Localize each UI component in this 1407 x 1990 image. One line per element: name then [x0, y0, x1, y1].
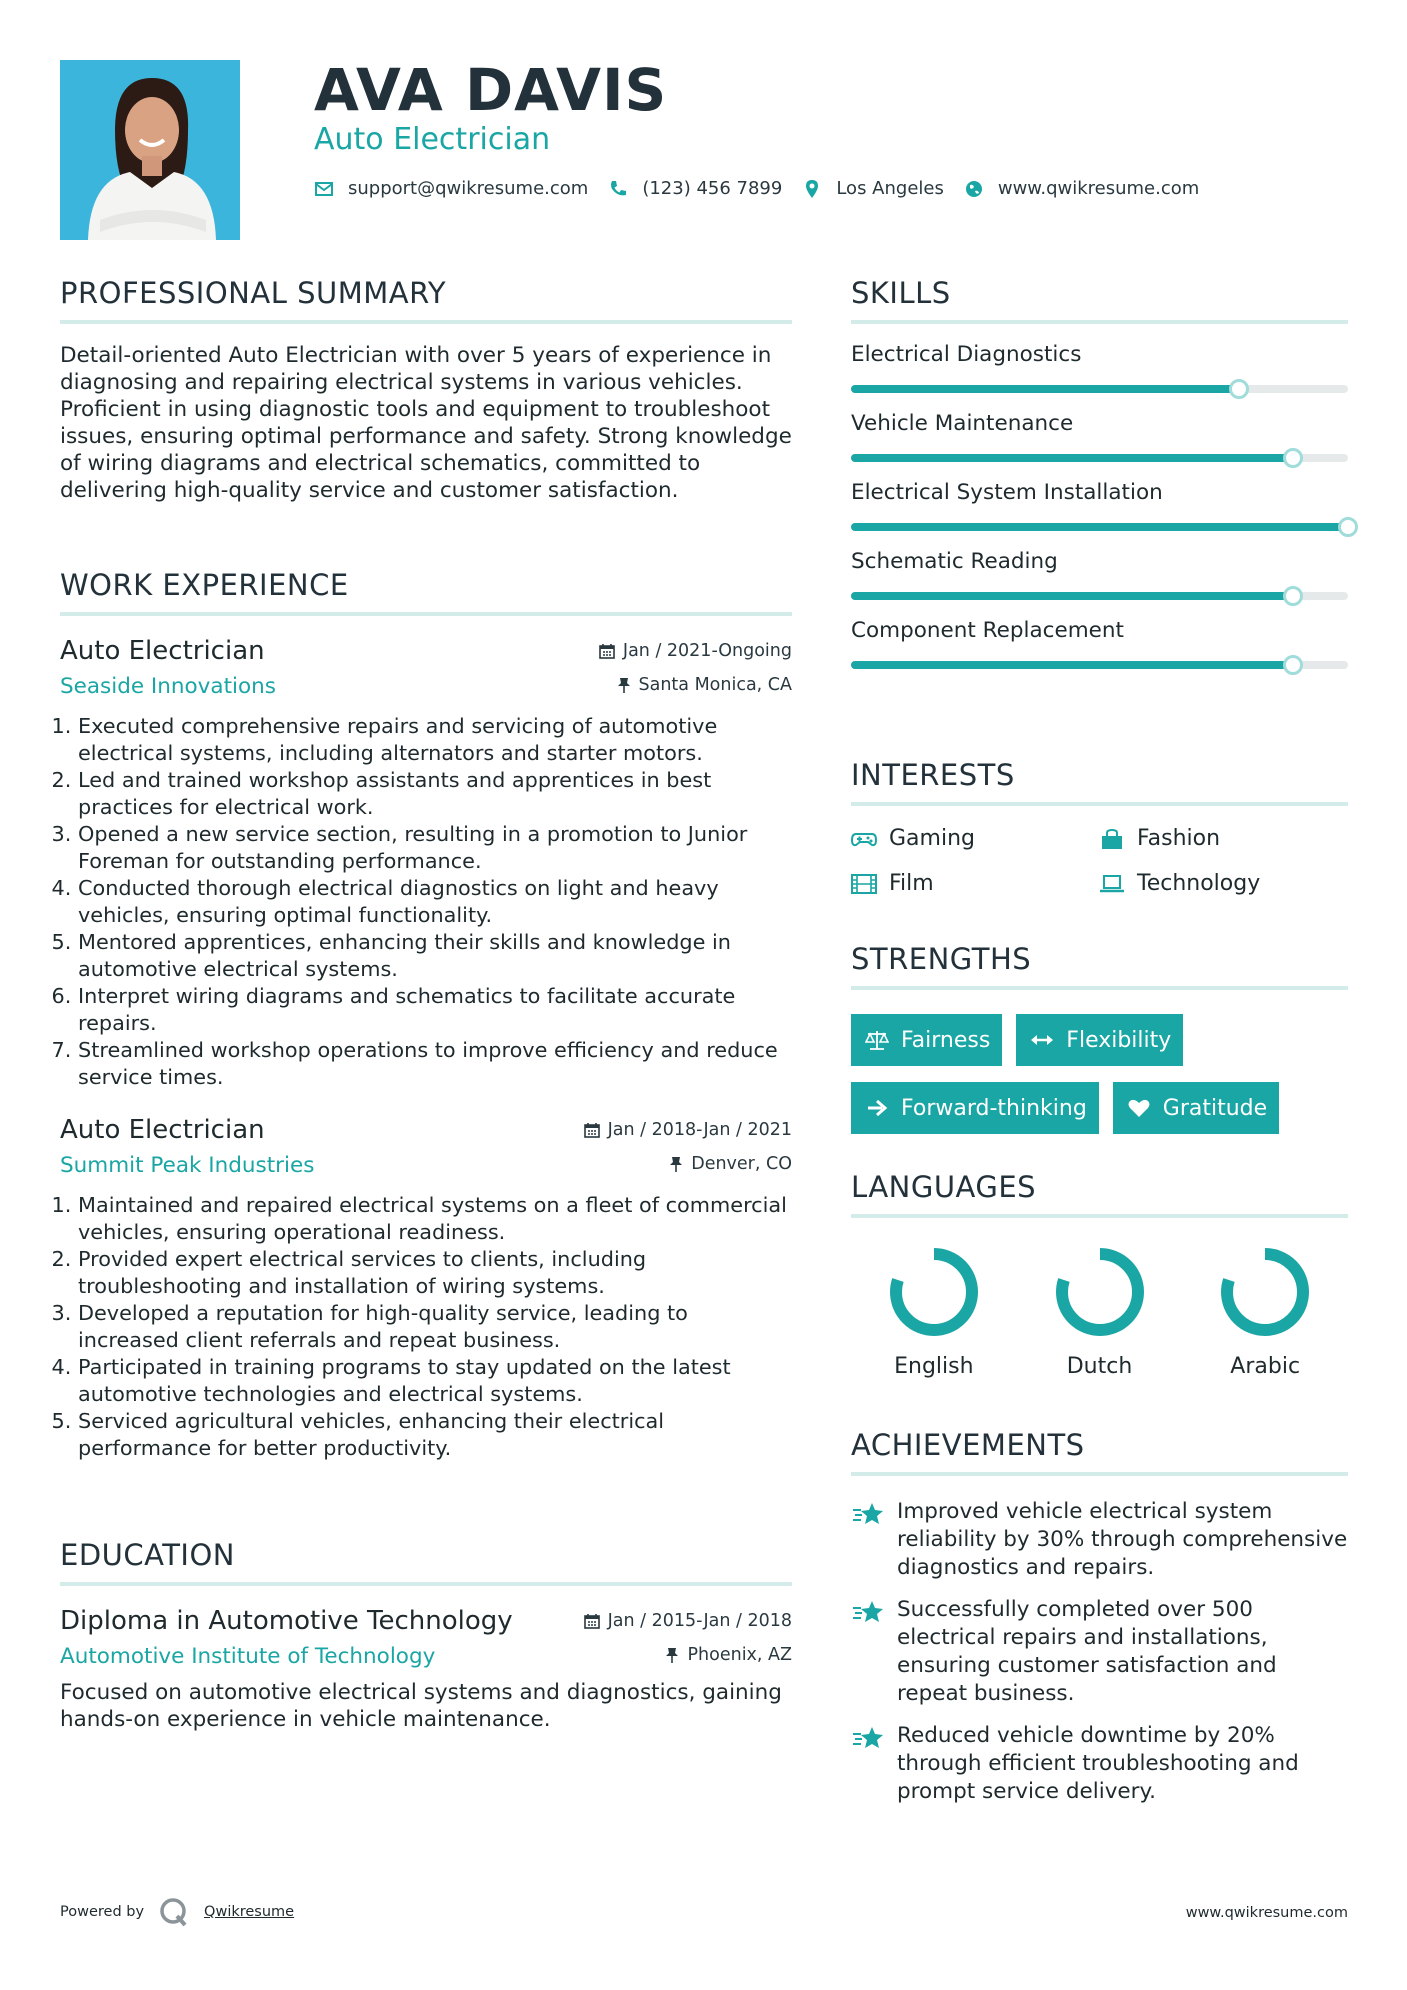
candidate-name: AVA DAVIS [314, 56, 668, 124]
job-entry [60, 636, 792, 1091]
achievement-item [851, 1498, 1348, 1582]
interest-label: Gaming [889, 826, 975, 851]
list-item: 7. Streamlined workshop operations to improve efficiency and reduce service times. [78, 1037, 792, 1091]
interest-label: Film [889, 871, 934, 896]
strength-label: Fairness [901, 1027, 991, 1053]
interests-section [851, 758, 1348, 896]
skill-bar-fill [851, 661, 1293, 669]
calendar-icon [599, 643, 615, 659]
footer-website[interactable]: www.qwikresume.com [1185, 1905, 1348, 1921]
company-name: Seaside Innovations [60, 674, 276, 699]
interest-film [851, 871, 1099, 896]
profile-photo [60, 60, 240, 240]
gamepad-icon [851, 829, 877, 849]
map-marker-icon [802, 179, 822, 199]
arrow-right-icon [865, 1097, 889, 1119]
section-divider [851, 986, 1348, 990]
list-item: 3. Opened a new service section, resulting in a promotion to Junior Foreman for outstanding performance. [78, 821, 792, 875]
list-item: 2. Provided expert electrical services to clients, including troubleshooting and installation of wiring systems. [78, 1246, 792, 1300]
section-divider [60, 320, 792, 324]
interest-technology [1099, 871, 1347, 896]
calendar-icon [584, 1613, 600, 1629]
contact-bar [314, 178, 1219, 199]
language-name: English [894, 1354, 974, 1379]
language-name: Dutch [1066, 1354, 1133, 1379]
strength-badge [1016, 1014, 1183, 1066]
skill-bar-knob [1283, 448, 1303, 468]
education-entry [60, 1606, 792, 1733]
skill-bar-fill [851, 592, 1293, 600]
achievement-text: Improved vehicle electrical system reliability by 30% through comprehensive diagnostics and repairs. [897, 1499, 1348, 1580]
list-item: 5. Serviced agricultural vehicles, enhancing their electrical performance for better productivity. [78, 1408, 792, 1462]
interest-fashion [1099, 826, 1347, 851]
language-ring [1215, 1242, 1315, 1342]
strength-badge [1113, 1082, 1279, 1134]
skill-bar [851, 661, 1348, 669]
interest-gaming [851, 826, 1099, 851]
skill-bar-knob [1283, 655, 1303, 675]
list-item: 2. Led and trained workshop assistants and apprentices in best practices for electrical work. [78, 767, 792, 821]
skill-bar [851, 385, 1348, 393]
duty-list [60, 713, 792, 1091]
globe-icon [964, 179, 984, 199]
strengths-section [851, 942, 1348, 1134]
achievements-heading: ACHIEVEMENTS [851, 1428, 1085, 1462]
section-divider [60, 612, 792, 616]
skill-name: Schematic Reading [851, 549, 1058, 574]
footer-powered-by [60, 1896, 294, 1928]
language-ring [884, 1242, 984, 1342]
language-ring [1050, 1242, 1150, 1342]
education-location-text: Phoenix, AZ [687, 1645, 792, 1665]
skill-bar-knob [1338, 517, 1358, 537]
job-date [584, 1120, 792, 1140]
calendar-icon [584, 1122, 600, 1138]
experience-section [60, 568, 792, 1462]
skill-bar-knob [1229, 379, 1249, 399]
section-divider [851, 1472, 1348, 1476]
section-divider [851, 802, 1348, 806]
job-title: Auto Electrician [60, 636, 265, 666]
job-date-text: Jan / 2018-Jan / 2021 [607, 1120, 792, 1140]
language-name: Arabic [1230, 1354, 1301, 1379]
interest-label: Fashion [1137, 826, 1221, 851]
phone-icon [608, 179, 628, 199]
skill-name: Electrical System Installation [851, 480, 1163, 505]
language-item [1017, 1242, 1183, 1379]
email-text: support@qwikresume.com [348, 178, 589, 199]
list-item: 6. Interpret wiring diagrams and schematics to facilitate accurate repairs. [78, 983, 792, 1037]
qwikresume-logo-icon [158, 1896, 190, 1928]
education-date-text: Jan / 2015-Jan / 2018 [607, 1611, 792, 1631]
skills-section [851, 276, 1348, 669]
section-divider [851, 1214, 1348, 1218]
skill-bar-fill [851, 454, 1293, 462]
achievement-text: Reduced vehicle downtime by 20% through efficient troubleshooting and prompt service delivery. [897, 1723, 1299, 1804]
strength-badge [851, 1082, 1099, 1134]
brand-link[interactable]: Qwikresume [204, 1904, 295, 1920]
skill-bar-fill [851, 385, 1239, 393]
section-divider [60, 1582, 792, 1586]
education-location [665, 1645, 792, 1665]
contact-website[interactable] [964, 178, 1199, 199]
list-item: 4. Participated in training programs to stay updated on the latest automotive technologies and electrical systems. [78, 1354, 792, 1408]
summary-heading: PROFESSIONAL SUMMARY [60, 276, 447, 310]
language-item [1182, 1242, 1348, 1379]
contact-email[interactable] [314, 178, 588, 199]
list-item: 5. Mentored apprentices, enhancing their skills and knowledge in automotive electrical systems. [78, 929, 792, 983]
arrows-horizontal-icon [1030, 1029, 1054, 1051]
powered-by-label: Powered by [60, 1904, 145, 1920]
degree-title: Diploma in Automotive Technology [60, 1606, 513, 1636]
list-item: 1. Maintained and repaired electrical systems on a fleet of commercial vehicles, ensuring operational readiness. [78, 1192, 792, 1246]
job-date-text: Jan / 2021-Ongoing [622, 641, 792, 661]
languages-heading: LANGUAGES [851, 1170, 1037, 1204]
job-location [669, 1154, 792, 1174]
job-location-text: Santa Monica, CA [638, 675, 792, 695]
achievement-item [851, 1722, 1348, 1806]
balance-scale-icon [865, 1029, 889, 1051]
interest-label: Technology [1137, 871, 1261, 896]
duty-list [60, 1192, 792, 1462]
skill-name: Electrical Diagnostics [851, 342, 1082, 367]
strength-label: Gratitude [1162, 1095, 1268, 1121]
job-location-text: Denver, CO [691, 1154, 792, 1174]
section-divider [851, 320, 1348, 324]
pin-icon [617, 677, 631, 693]
list-item: 1. Executed comprehensive repairs and servicing of automotive electrical systems, including alternators and starter motors. [78, 713, 792, 767]
skill-item [851, 618, 1348, 669]
skill-item [851, 342, 1348, 393]
education-description: Focused on automotive electrical systems and diagnostics, gaining hands-on experience in vehicle maintenance. [60, 1680, 782, 1732]
list-item: 4. Conducted thorough electrical diagnostics on light and heavy vehicles, ensuring optimal functionality. [78, 875, 792, 929]
achievement-item [851, 1596, 1348, 1708]
achievement-text: Successfully completed over 500 electrical repairs and installations, ensuring customer satisfaction and repeat business. [897, 1597, 1277, 1706]
summary-text: Detail-oriented Auto Electrician with over 5 years of experience in diagnosing and repairing electrical systems in various vehicles. Proficient in using diagnostic tools and equipment to troubleshoot issues, ensuring optimal performance and safety. Strong knowledge of wiring diagrams and electrical schematics, committed to delivering high-quality service and customer satisfaction. [60, 343, 792, 503]
skill-item [851, 480, 1348, 531]
job-entry [60, 1115, 792, 1462]
education-section [60, 1538, 792, 1733]
skill-bar-knob [1283, 586, 1303, 606]
skill-name: Component Replacement [851, 618, 1124, 643]
phone-text: (123) 456 7899 [642, 178, 783, 199]
job-date [599, 641, 792, 661]
shooting-star-icon [851, 1598, 885, 1628]
languages-section [851, 1170, 1348, 1379]
contact-phone[interactable] [608, 178, 782, 199]
school-name: Automotive Institute of Technology [60, 1644, 436, 1669]
shopping-bag-icon [1099, 829, 1125, 849]
language-item [851, 1242, 1017, 1379]
skill-bar [851, 454, 1348, 462]
summary-section [60, 276, 792, 504]
shooting-star-icon [851, 1724, 885, 1754]
envelope-icon [314, 179, 334, 199]
location-text: Los Angeles [836, 178, 944, 199]
pin-icon [669, 1156, 683, 1172]
skills-list [851, 342, 1348, 669]
film-icon [851, 874, 877, 894]
skill-name: Vehicle Maintenance [851, 411, 1074, 436]
list-item: 3. Developed a reputation for high-quality service, leading to increased client referrals and repeat business. [78, 1300, 792, 1354]
skill-item [851, 549, 1348, 600]
heart-icon [1127, 1097, 1151, 1119]
strengths-heading: STRENGTHS [851, 942, 1032, 976]
achievements-section [851, 1428, 1348, 1806]
education-heading: EDUCATION [60, 1538, 236, 1572]
experience-heading: WORK EXPERIENCE [60, 568, 349, 602]
company-name: Summit Peak Industries [60, 1153, 315, 1178]
interests-heading: INTERESTS [851, 758, 1015, 792]
candidate-title: Auto Electrician [314, 122, 551, 157]
job-title: Auto Electrician [60, 1115, 265, 1145]
job-location [617, 675, 793, 695]
strength-label: Forward-thinking [901, 1095, 1087, 1121]
laptop-icon [1099, 874, 1125, 894]
skills-heading: SKILLS [851, 276, 951, 310]
skill-bar-fill [851, 523, 1348, 531]
skill-bar [851, 592, 1348, 600]
contact-location [802, 178, 944, 199]
education-date [584, 1611, 792, 1631]
skill-bar [851, 523, 1348, 531]
pin-icon [665, 1647, 679, 1663]
shooting-star-icon [851, 1500, 885, 1530]
strength-label: Flexibility [1066, 1027, 1172, 1053]
strength-badge [851, 1014, 1002, 1066]
skill-item [851, 411, 1348, 462]
website-text: www.qwikresume.com [997, 178, 1200, 199]
